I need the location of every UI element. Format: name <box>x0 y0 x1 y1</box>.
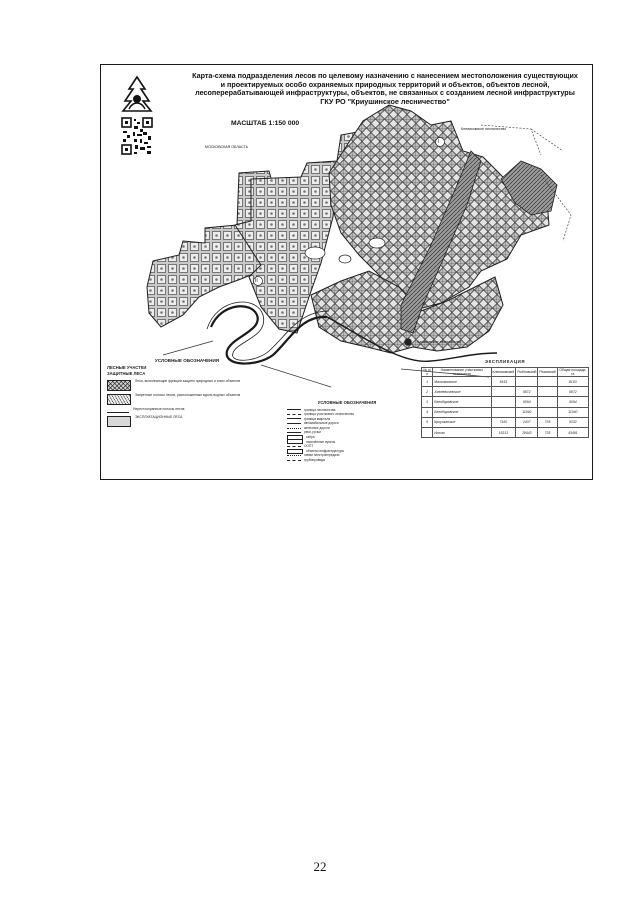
map-title <box>189 72 581 106</box>
area-symbol <box>287 439 303 444</box>
legend-heading: УСЛОВНЫЕ ОБОЗНАЧЕНИЯ <box>317 400 377 405</box>
table-cell-b <box>516 377 538 387</box>
table-cell-a: 8153 <box>491 377 516 387</box>
legend-item-label: Леса, выполняющие функции защиты природных и иных объектов <box>135 378 241 383</box>
table-cell-n: 2 <box>422 387 433 397</box>
line-symbol <box>287 428 301 429</box>
table-cell-total: 5872 <box>557 387 588 397</box>
column-header: Общая площадь, га <box>557 368 588 377</box>
table-cell-b: 11040 <box>516 407 538 417</box>
table-cell-total: 9332 <box>557 417 588 427</box>
table-cell-total: 8153 <box>557 377 588 387</box>
table-cell-n: 4 <box>422 407 433 417</box>
line-symbol <box>287 409 301 410</box>
legend-symbols <box>287 401 407 463</box>
table-cell-c <box>538 377 557 387</box>
map-sheet <box>100 64 593 480</box>
legend-symbol-label: объекты инфраструктуры <box>306 448 344 453</box>
table-cell-n: 3 <box>422 397 433 407</box>
table-row <box>422 427 589 437</box>
legend-item <box>107 394 267 405</box>
column-header: Рязанский <box>538 368 557 377</box>
map-title-line: ГКУ РО "Криушинское лесничество" <box>320 96 450 106</box>
table-cell-n <box>422 427 433 437</box>
legend-swatch <box>107 412 129 413</box>
line-symbol <box>287 432 301 433</box>
area-symbol <box>287 449 303 454</box>
line-symbol <box>287 423 301 424</box>
table-cell-a <box>491 407 516 417</box>
legend-item-label: ЭКСПЛУАТАЦИОННЫЕ ЛЕСА <box>135 414 183 419</box>
page-number: 22 <box>313 859 327 874</box>
explication-table <box>421 367 589 438</box>
table-cell-a: 15313 <box>491 427 516 437</box>
table-cell-name: Итого <box>433 427 491 437</box>
table-cell-b: 9094 <box>516 397 538 407</box>
legend-symbol-label: граница квартала <box>304 416 331 421</box>
map-title-line: Карта-схема подразделения лесов по целевому назначению с нанесением местоположения существующих <box>192 71 578 80</box>
legend-symbol-label: ООПТ <box>304 444 314 449</box>
table-cell-name: Белобаровское <box>433 407 491 417</box>
table-row <box>422 407 589 417</box>
legend-symbol-label: населённые пункты <box>306 439 336 444</box>
table-cell-b: 28443 <box>516 427 538 437</box>
map-scale: МАСШТАБ 1:150 000 <box>231 120 300 127</box>
table-cell-c <box>538 387 557 397</box>
column-header: № п/п <box>423 368 431 376</box>
legend-item <box>107 408 267 413</box>
legend-symbol-label: граница лесничества <box>304 407 336 412</box>
table-header-row <box>422 368 589 377</box>
region-label-bottom-right: Касимовское лесничество <box>417 340 461 344</box>
legend-symbol-label: трубопроводы <box>304 458 326 463</box>
table-cell-name: Малинковское <box>433 377 491 387</box>
legend-heading: УСЛОВНЫЕ ОБОЗНАЧЕНИЯ <box>154 358 220 363</box>
table-cell-b: 2437 <box>516 417 538 427</box>
map-title-line: лесоперерабатывающей инфраструктуры, объектов, не связанных с созданием лесной инфраструктуры <box>195 88 575 98</box>
line-symbol <box>287 460 301 461</box>
table-cell-n: 1 <box>422 377 433 387</box>
table-cell-c <box>538 397 557 407</box>
table-cell-n: 5 <box>422 417 433 427</box>
legend-swatch <box>107 394 131 405</box>
region-label-left: МОСКОВСКАЯ ОБЛАСТЬ <box>205 145 249 149</box>
district-number: II <box>255 278 258 284</box>
table-cell-name: Хмелевичевское <box>433 387 491 397</box>
lake <box>369 238 385 248</box>
table-cell-name: Белобаровское <box>433 397 491 407</box>
line-symbol <box>287 414 301 415</box>
qr-code-icon[interactable] <box>121 117 153 155</box>
legend-forest-categories <box>107 359 267 427</box>
table-cell-total: 9094 <box>557 397 588 407</box>
map-title-line: и проектируемых особо охраняемых природных территорий и объектов, объектов лесной, <box>220 79 550 89</box>
line-symbol <box>287 455 301 456</box>
table-cell-total: 43491 <box>557 427 588 437</box>
region-label-top-right: Клепиковское лесничество <box>461 127 507 131</box>
line-symbol <box>287 446 301 447</box>
table-row <box>422 417 589 427</box>
table-cell-total: 11040 <box>557 407 588 417</box>
district-marker <box>405 339 412 346</box>
table-row <box>422 387 589 397</box>
explication-heading: ЭКСПЛИКАЦИЯ <box>484 359 526 364</box>
lake <box>339 255 351 263</box>
line-symbol <box>287 418 301 419</box>
district-number: I <box>438 139 440 145</box>
legend-symbol-label: граница участкового лесничества <box>304 412 354 417</box>
table-cell-c: 735 <box>538 427 557 437</box>
legend-item <box>107 416 267 427</box>
table-row <box>422 377 589 387</box>
forestry-emblem-icon <box>117 75 157 113</box>
legend-symbol-label: реки, ручьи <box>304 430 321 435</box>
table-cell-a <box>491 387 516 397</box>
legend-item <box>107 380 267 391</box>
district-marker <box>436 138 445 147</box>
explication-table-block <box>421 359 589 438</box>
lake <box>305 247 325 259</box>
table-cell-c <box>538 407 557 417</box>
table-cell-a: 7160 <box>491 417 516 427</box>
legend-swatch <box>107 380 131 391</box>
table-cell-c: 735 <box>538 417 557 427</box>
legend-symbol-label: озёра <box>306 435 315 440</box>
legend-symbol-label: автомобильные дороги <box>304 421 339 426</box>
legend-item-label: Нерестоохранные полосы лесов <box>133 406 185 411</box>
legend-subheading: ЗАЩИТНЫЕ ЛЕСА <box>107 371 146 377</box>
column-header: Рыбновский <box>516 368 538 377</box>
legend-symbol-label: линии электропередачи <box>304 453 340 458</box>
column-header: Клепиковский <box>491 368 516 377</box>
legend-swatch <box>107 416 131 427</box>
column-header: Наименование участковых лесничеств <box>433 368 491 377</box>
legend-symbol-label: железные дороги <box>304 425 330 430</box>
legend-item-label: Запретные полосы лесов, расположенные вдоль водных объектов <box>135 392 241 397</box>
legend-symbol-row <box>287 458 407 463</box>
table-cell-a <box>491 397 516 407</box>
table-row <box>422 397 589 407</box>
table-cell-b: 5872 <box>516 387 538 397</box>
table-cell-name: Криушинское <box>433 417 491 427</box>
legend-subheading: ЛЕСНЫЕ УЧАСТКИ <box>107 364 147 370</box>
